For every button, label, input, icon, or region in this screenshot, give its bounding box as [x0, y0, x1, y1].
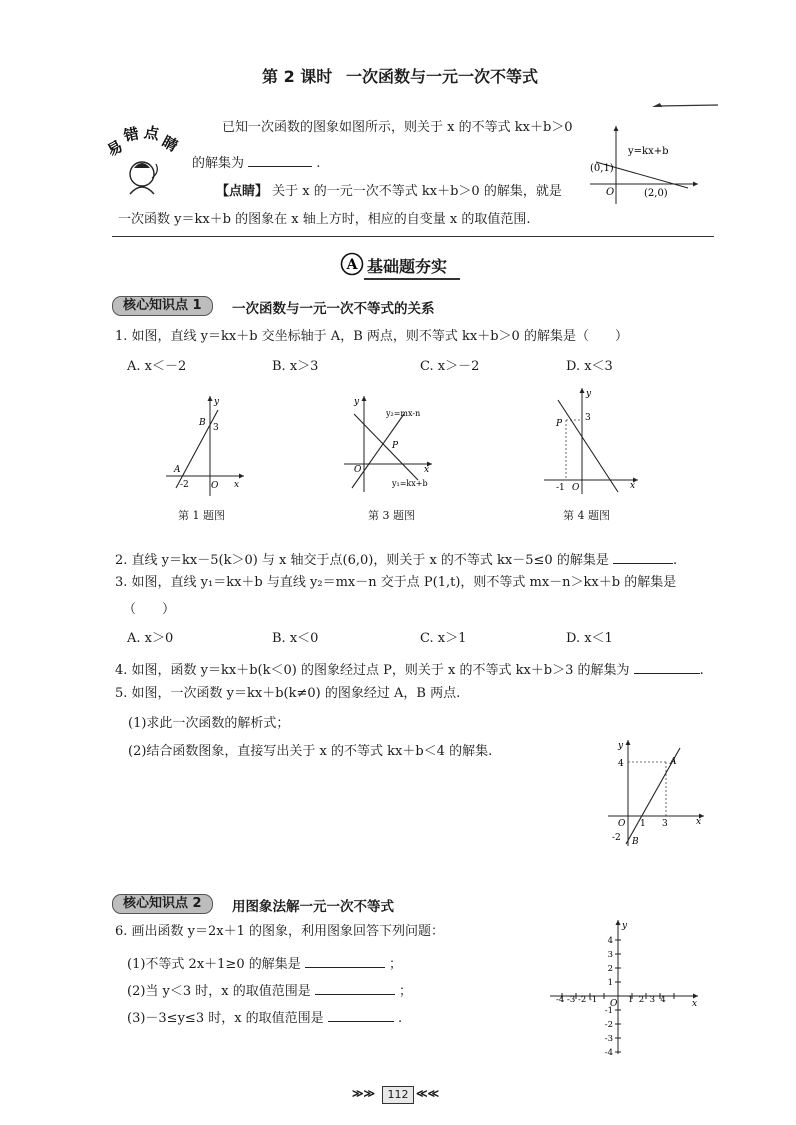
svg-text:O: O	[618, 819, 626, 829]
svg-text:B: B	[632, 837, 639, 847]
lesson-number: 第 2 课时	[262, 67, 333, 86]
badge-char-1: 易	[104, 136, 126, 160]
svg-text:1: 1	[640, 819, 646, 829]
svg-text:y: y	[354, 397, 360, 407]
q2-answer-blank[interactable]	[613, 549, 673, 564]
svg-text:-2: -2	[612, 833, 621, 843]
q1-option-b[interactable]: B. x＞3	[272, 359, 319, 374]
q3-option-c[interactable]: C. x＞1	[420, 631, 467, 646]
footer-left-arrows: ≫≫	[352, 1087, 376, 1100]
svg-text:-4: -4	[604, 1048, 613, 1056]
question-6-sub2: (2)当 y＜3 时，x 的取值范围是 ；	[127, 980, 412, 1001]
svg-text:O: O	[354, 465, 362, 475]
figure-4-caption: 第 4 题图	[563, 509, 610, 522]
svg-text:A: A	[670, 757, 677, 767]
svg-text:y₂=mx-n: y₂=mx-n	[386, 409, 421, 418]
q6-3-answer-blank[interactable]	[328, 1007, 394, 1022]
hint-line2: 一次函数 y＝kx＋b 的图象在 x 轴上方时，相应的自变量 x 的取值范围.	[118, 212, 531, 227]
section-a-title: 基础题夯实	[367, 257, 448, 276]
hint-label: 【点睛】	[216, 184, 269, 199]
svg-text:x: x	[424, 465, 430, 475]
question-6-stem: 6. 画出函数 y＝2x＋1 的图象，利用图象回答下列问题：	[115, 924, 445, 939]
q1-option-a[interactable]: A. x＜－2	[127, 359, 187, 374]
line-y2	[352, 414, 404, 488]
knowledge-point-2-badge: 核心知识点 2	[112, 894, 213, 914]
q3-option-a[interactable]: A. x＞0	[127, 631, 174, 646]
knowledge-point-1-title: 一次函数与一元一次不等式的关系	[232, 301, 435, 317]
svg-text:3: 3	[607, 950, 613, 960]
error-question-line1: 已知一次函数的图象如图所示，则关于 x 的不等式 kx＋b＞0	[222, 120, 573, 135]
lesson-title: 一次函数与一元一次不等式	[346, 67, 539, 86]
svg-text:-3: -3	[604, 1034, 613, 1044]
svg-text:x: x	[234, 480, 240, 490]
error-tip-badge-icon	[104, 122, 184, 202]
figure-1-graph	[162, 392, 248, 498]
question-5-sub2: (2)结合函数图象，直接写出关于 x 的不等式 kx＋b＜4 的解集.	[128, 744, 493, 759]
hint-line1: 【点睛】 关于 x 的一元一次不等式 kx＋b＞0 的解集，就是	[216, 184, 562, 199]
question-3-line2: （ ）	[123, 602, 176, 617]
badge-char-2: 错	[122, 124, 141, 146]
figure-4-graph	[540, 384, 644, 496]
section-a-underline	[364, 278, 460, 280]
svg-text:-2: -2	[180, 480, 189, 490]
figure-3-caption: 第 3 题图	[368, 509, 415, 522]
svg-text:y: y	[586, 389, 592, 399]
figure-3-graph	[340, 392, 440, 496]
error-answer-blank[interactable]	[248, 152, 312, 167]
svg-text:O: O	[572, 483, 580, 493]
question-6-sub3: (3)－3≤y≤3 时，x 的取值范围是 .	[127, 1007, 402, 1028]
svg-text:y₁=kx+b: y₁=kx+b	[392, 479, 428, 488]
svg-text:P: P	[392, 441, 399, 451]
svg-text:4: 4	[607, 936, 613, 946]
svg-text:O: O	[610, 999, 618, 1009]
q3-option-b[interactable]: B. x＜0	[272, 631, 319, 646]
section-a-icon	[340, 252, 364, 276]
fn-label: y=kx+b	[628, 146, 669, 157]
error-graph	[588, 124, 700, 206]
svg-text:B: B	[199, 418, 206, 428]
svg-text:y: y	[622, 921, 628, 931]
knowledge-point-1-badge: 核心知识点 1	[112, 296, 213, 316]
badge-char-3: 点	[142, 123, 161, 144]
pen-decoration-icon	[650, 98, 720, 112]
svg-text:x: x	[696, 817, 702, 827]
question-4: 4. 如图，函数 y＝kx＋b(k＜0) 的图象经过点 P，则关于 x 的不等式 kx＋b＞3 的解集为 .	[115, 659, 704, 680]
q3-option-d[interactable]: D. x＜1	[566, 631, 613, 646]
svg-text:3: 3	[662, 819, 668, 829]
question-2: 2. 直线 y＝kx－5(k＞0) 与 x 轴交于点(6,0)，则关于 x 的不等式 kx－5≤0 的解集是 .	[115, 549, 677, 570]
badge-char-4: 睛	[158, 132, 181, 156]
svg-text:A: A	[174, 465, 181, 475]
figure-1-caption: 第 1 题图	[178, 509, 225, 522]
question-6-grid	[548, 916, 704, 1056]
svg-text:-1: -1	[604, 1006, 613, 1016]
footer-right-arrows: ≪≪	[416, 1087, 440, 1100]
question-5-graph	[604, 736, 708, 848]
section-a-letter: A	[346, 257, 358, 273]
question-5-stem: 5. 如图，一次函数 y＝kx＋b(k≠0) 的图象经过 A，B 两点.	[115, 686, 461, 701]
question-5-sub1: (1)求此一次函数的解析式；	[128, 716, 290, 731]
svg-text:P: P	[556, 419, 563, 429]
divider-line	[112, 236, 714, 237]
svg-text:4: 4	[618, 759, 624, 769]
q1-option-d[interactable]: D. x＜3	[566, 359, 613, 374]
svg-text:1 2 3 4: 1 2 3 4	[628, 995, 666, 1005]
question-3-line1: 3. 如图，直线 y₁＝kx＋b 与直线 y₂＝mx－n 交于点 P(1,t)，则不等式 mx－n＞kx＋b 的解集是	[115, 575, 677, 590]
svg-text:-4 -3 -2 -1: -4 -3 -2 -1	[556, 995, 598, 1005]
point-b-label: (2,0)	[644, 188, 668, 199]
svg-text:2: 2	[607, 964, 613, 974]
svg-text:O: O	[211, 481, 219, 491]
q4-answer-blank[interactable]	[634, 659, 700, 674]
error-question-line2: 的解集为 .	[192, 152, 320, 173]
q6-1-answer-blank[interactable]	[305, 953, 385, 968]
svg-text:y: y	[618, 741, 624, 751]
svg-text:-1: -1	[556, 483, 565, 493]
origin-label: O	[606, 187, 615, 198]
question-6-sub1: (1)不等式 2x＋1≥0 的解集是 ；	[127, 953, 402, 974]
knowledge-point-2-title: 用图象法解一元一次不等式	[232, 899, 394, 915]
q1-option-c[interactable]: C. x＞－2	[420, 359, 480, 374]
svg-text:x: x	[630, 481, 636, 491]
q6-2-answer-blank[interactable]	[315, 980, 395, 995]
svg-text:3: 3	[213, 423, 219, 433]
svg-text:y: y	[214, 397, 220, 407]
svg-text:-2: -2	[604, 1020, 613, 1030]
svg-text:3: 3	[585, 413, 591, 423]
page-number: 112	[382, 1086, 414, 1104]
point-a-label: (0,1)	[590, 163, 614, 174]
question-1-stem: 1. 如图，直线 y＝kx＋b 交坐标轴于 A，B 两点，则不等式 kx＋b＞0 的解集是（ ）	[115, 329, 628, 344]
svg-text:x: x	[692, 999, 698, 1009]
svg-text:1: 1	[607, 978, 613, 988]
